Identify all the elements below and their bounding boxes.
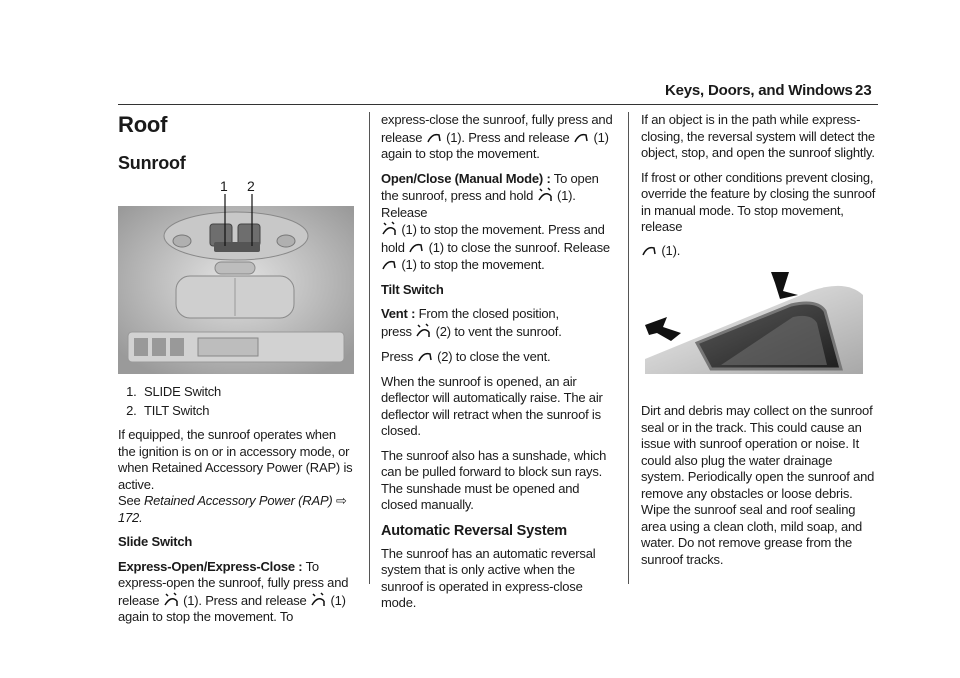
paragraph-reversal: The sunroof has an automatic reversal system that is only active when the sunroof is operated in express-close mode. (381, 545, 596, 610)
text: (1) to stop the movement. (401, 257, 545, 272)
subheading-tilt-switch: Tilt Switch (381, 281, 444, 297)
page-ref-icon: ⇨ (335, 493, 347, 508)
subsection-heading-sunroof: Sunroof (118, 153, 186, 173)
cross-reference-page[interactable]: 172. (118, 509, 143, 525)
sunroof-switch-photo (118, 178, 354, 374)
paragraph (641, 170, 879, 260)
text: Press (381, 349, 414, 364)
text: the sunroof, press and hold (381, 188, 534, 203)
text: (2) to close the vent. (437, 349, 551, 364)
slide-open-icon (537, 187, 553, 203)
column-3 (641, 112, 879, 576)
paragraph (381, 112, 619, 163)
text: release (381, 129, 423, 145)
paragraph (381, 171, 619, 274)
slide-close-icon (381, 256, 397, 272)
list-item: 1. SLIDE Switch (140, 384, 356, 401)
text: (1). Release (381, 188, 576, 220)
manual-mode-label: Open/Close (Manual Mode) : (381, 170, 551, 186)
column-divider (369, 112, 370, 584)
intro-text: If equipped, the sunroof operates when the ignition is on or in accessory mode, or when Retained Accessory Power (RAP) is active. (118, 427, 353, 492)
paragraph (118, 559, 356, 626)
vent-label: Vent : (381, 306, 416, 321)
paragraph (381, 348, 619, 366)
slide-open-icon (310, 592, 326, 608)
tilt-open-icon (415, 323, 431, 339)
text: release (118, 592, 160, 608)
sunroof-seal-photo (641, 269, 877, 389)
column-1 (118, 112, 356, 634)
header-rule (118, 104, 878, 105)
text: (1) (330, 592, 346, 608)
paragraph-debris: Dirt and debris may collect on the sunroof seal or in the track. This could cause an issue with sunroof operation or noise. It could also plug the water drainage system. Periodically open the sunroof and remove any obstacles or loose debris. Wipe the sunroof seal and roof sealing area using a clean cloth, mild soap, and water. Do not remove grease from the sunroof tracks. (641, 403, 875, 567)
paragraph-sunshade: The sunroof also has a sunshade, which can be pulled forward to block sun rays. The sunshade must be opened and closed manually. (381, 447, 607, 512)
callout-2: 2 (247, 178, 255, 194)
slide-open-icon (163, 592, 179, 608)
running-header-title: Keys, Doors, and Windows (665, 82, 853, 99)
see-prefix: See (118, 493, 141, 508)
text: (2) to vent the sunroof. (435, 323, 562, 339)
list-item: 2. TILT Switch (140, 403, 356, 420)
text: From the closed position, (418, 306, 559, 321)
column-2 (381, 112, 619, 620)
slide-close-icon (573, 129, 589, 145)
express-label: Express-Open/Express-Close : (118, 558, 303, 574)
section-heading-roof: Roof (118, 112, 168, 137)
text: press (381, 323, 412, 339)
text: (1). Press and release (446, 129, 570, 145)
page-number: 23 (855, 82, 872, 99)
text: If frost or other conditions prevent closing, override the feature by closing the sunroof in manual mode. To stop movement, release (641, 169, 876, 234)
text: express-open the sunroof, fully press and (118, 575, 349, 590)
callout-1: 1 (220, 178, 228, 194)
slide-open-icon (381, 221, 397, 237)
column-divider (628, 112, 629, 584)
paragraph-deflector: When the sunroof is opened, an air deflector will automatically raise. The air deflector will retract when the sunroof is closed. (381, 373, 603, 438)
cross-reference-link[interactable]: Retained Accessory Power (RAP) (143, 493, 333, 508)
text: (1) to close the sunroof. Release (428, 239, 610, 255)
text: To open (553, 170, 599, 186)
text: again to stop the movement. To (118, 609, 294, 624)
slide-close-icon (641, 242, 657, 258)
paragraph (118, 427, 356, 526)
paragraph-obstacle: If an object is in the path while express-closing, the reversal system will detect the object, stop, and open the sunroof slightly. (641, 112, 875, 160)
text: express-close the sunroof, fully press and (381, 112, 613, 127)
subsection-heading-automatic-reversal: Automatic Reversal System (381, 522, 567, 539)
text: (1). Press and release (183, 592, 307, 608)
text: To (305, 558, 319, 574)
text: (1) (593, 129, 609, 145)
slide-close-icon (408, 239, 424, 255)
text: hold (381, 239, 405, 255)
subheading-slide-switch: Slide Switch (118, 534, 193, 549)
text: (1). (661, 242, 681, 258)
slide-close-icon (426, 129, 442, 145)
callout-list (118, 384, 356, 419)
tilt-close-icon (417, 348, 433, 364)
text: (1) to stop the movement. Press and (401, 222, 605, 237)
paragraph (381, 306, 619, 340)
text: again to stop the movement. (381, 146, 540, 161)
